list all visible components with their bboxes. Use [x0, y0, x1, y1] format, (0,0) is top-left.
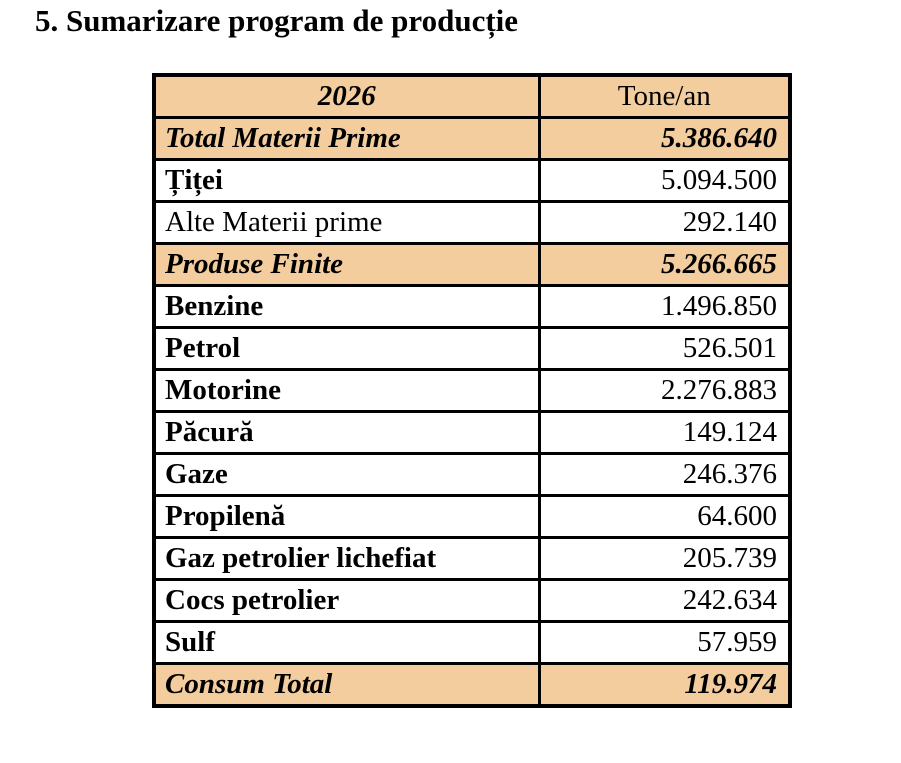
table-row-produse-finite [154, 244, 790, 286]
row-value: 5.094.500 [539, 160, 790, 202]
row-label: Păcură [154, 412, 539, 454]
row-label: Alte Materii prime [154, 202, 539, 244]
row-label: Propilenă [154, 496, 539, 538]
table-row-consum-total [154, 664, 790, 707]
table-row-benzine [154, 286, 790, 328]
row-label: Petrol [154, 328, 539, 370]
table-row-motorine [154, 370, 790, 412]
row-value: 292.140 [539, 202, 790, 244]
row-value: 5.386.640 [539, 118, 790, 160]
row-label: Sulf [154, 622, 539, 664]
table-row-propilena [154, 496, 790, 538]
row-value: 64.600 [539, 496, 790, 538]
row-value: 1.496.850 [539, 286, 790, 328]
row-label: Benzine [154, 286, 539, 328]
row-value: 242.634 [539, 580, 790, 622]
row-label: Cocs petrolier [154, 580, 539, 622]
row-value: 119.974 [539, 664, 790, 707]
row-label: Total Materii Prime [154, 118, 539, 160]
table-row-alte-materii-prime [154, 202, 790, 244]
row-label: Motorine [154, 370, 539, 412]
row-value: 205.739 [539, 538, 790, 580]
row-label: Țiței [154, 160, 539, 202]
table-row-pacura [154, 412, 790, 454]
unit-column-header: Tone/an [539, 75, 790, 118]
row-value: 149.124 [539, 412, 790, 454]
table-row-gaz-petrolier-lichefiat [154, 538, 790, 580]
table-row-cocs-petrolier [154, 580, 790, 622]
table-row-titei [154, 160, 790, 202]
table-row-total-materii-prime [154, 118, 790, 160]
row-value: 2.276.883 [539, 370, 790, 412]
table-row-gaze [154, 454, 790, 496]
row-label: Produse Finite [154, 244, 539, 286]
row-value: 526.501 [539, 328, 790, 370]
table-row-sulf [154, 622, 790, 664]
section-heading: 5. Sumarizare program de producție [35, 3, 519, 38]
row-value: 246.376 [539, 454, 790, 496]
row-label: Gaze [154, 454, 539, 496]
year-column-header: 2026 [154, 75, 539, 118]
row-label: Consum Total [154, 664, 539, 707]
row-value: 57.959 [539, 622, 790, 664]
table-header-row [154, 75, 790, 118]
production-summary-table [152, 73, 792, 708]
table-row-petrol [154, 328, 790, 370]
row-value: 5.266.665 [539, 244, 790, 286]
row-label: Gaz petrolier lichefiat [154, 538, 539, 580]
